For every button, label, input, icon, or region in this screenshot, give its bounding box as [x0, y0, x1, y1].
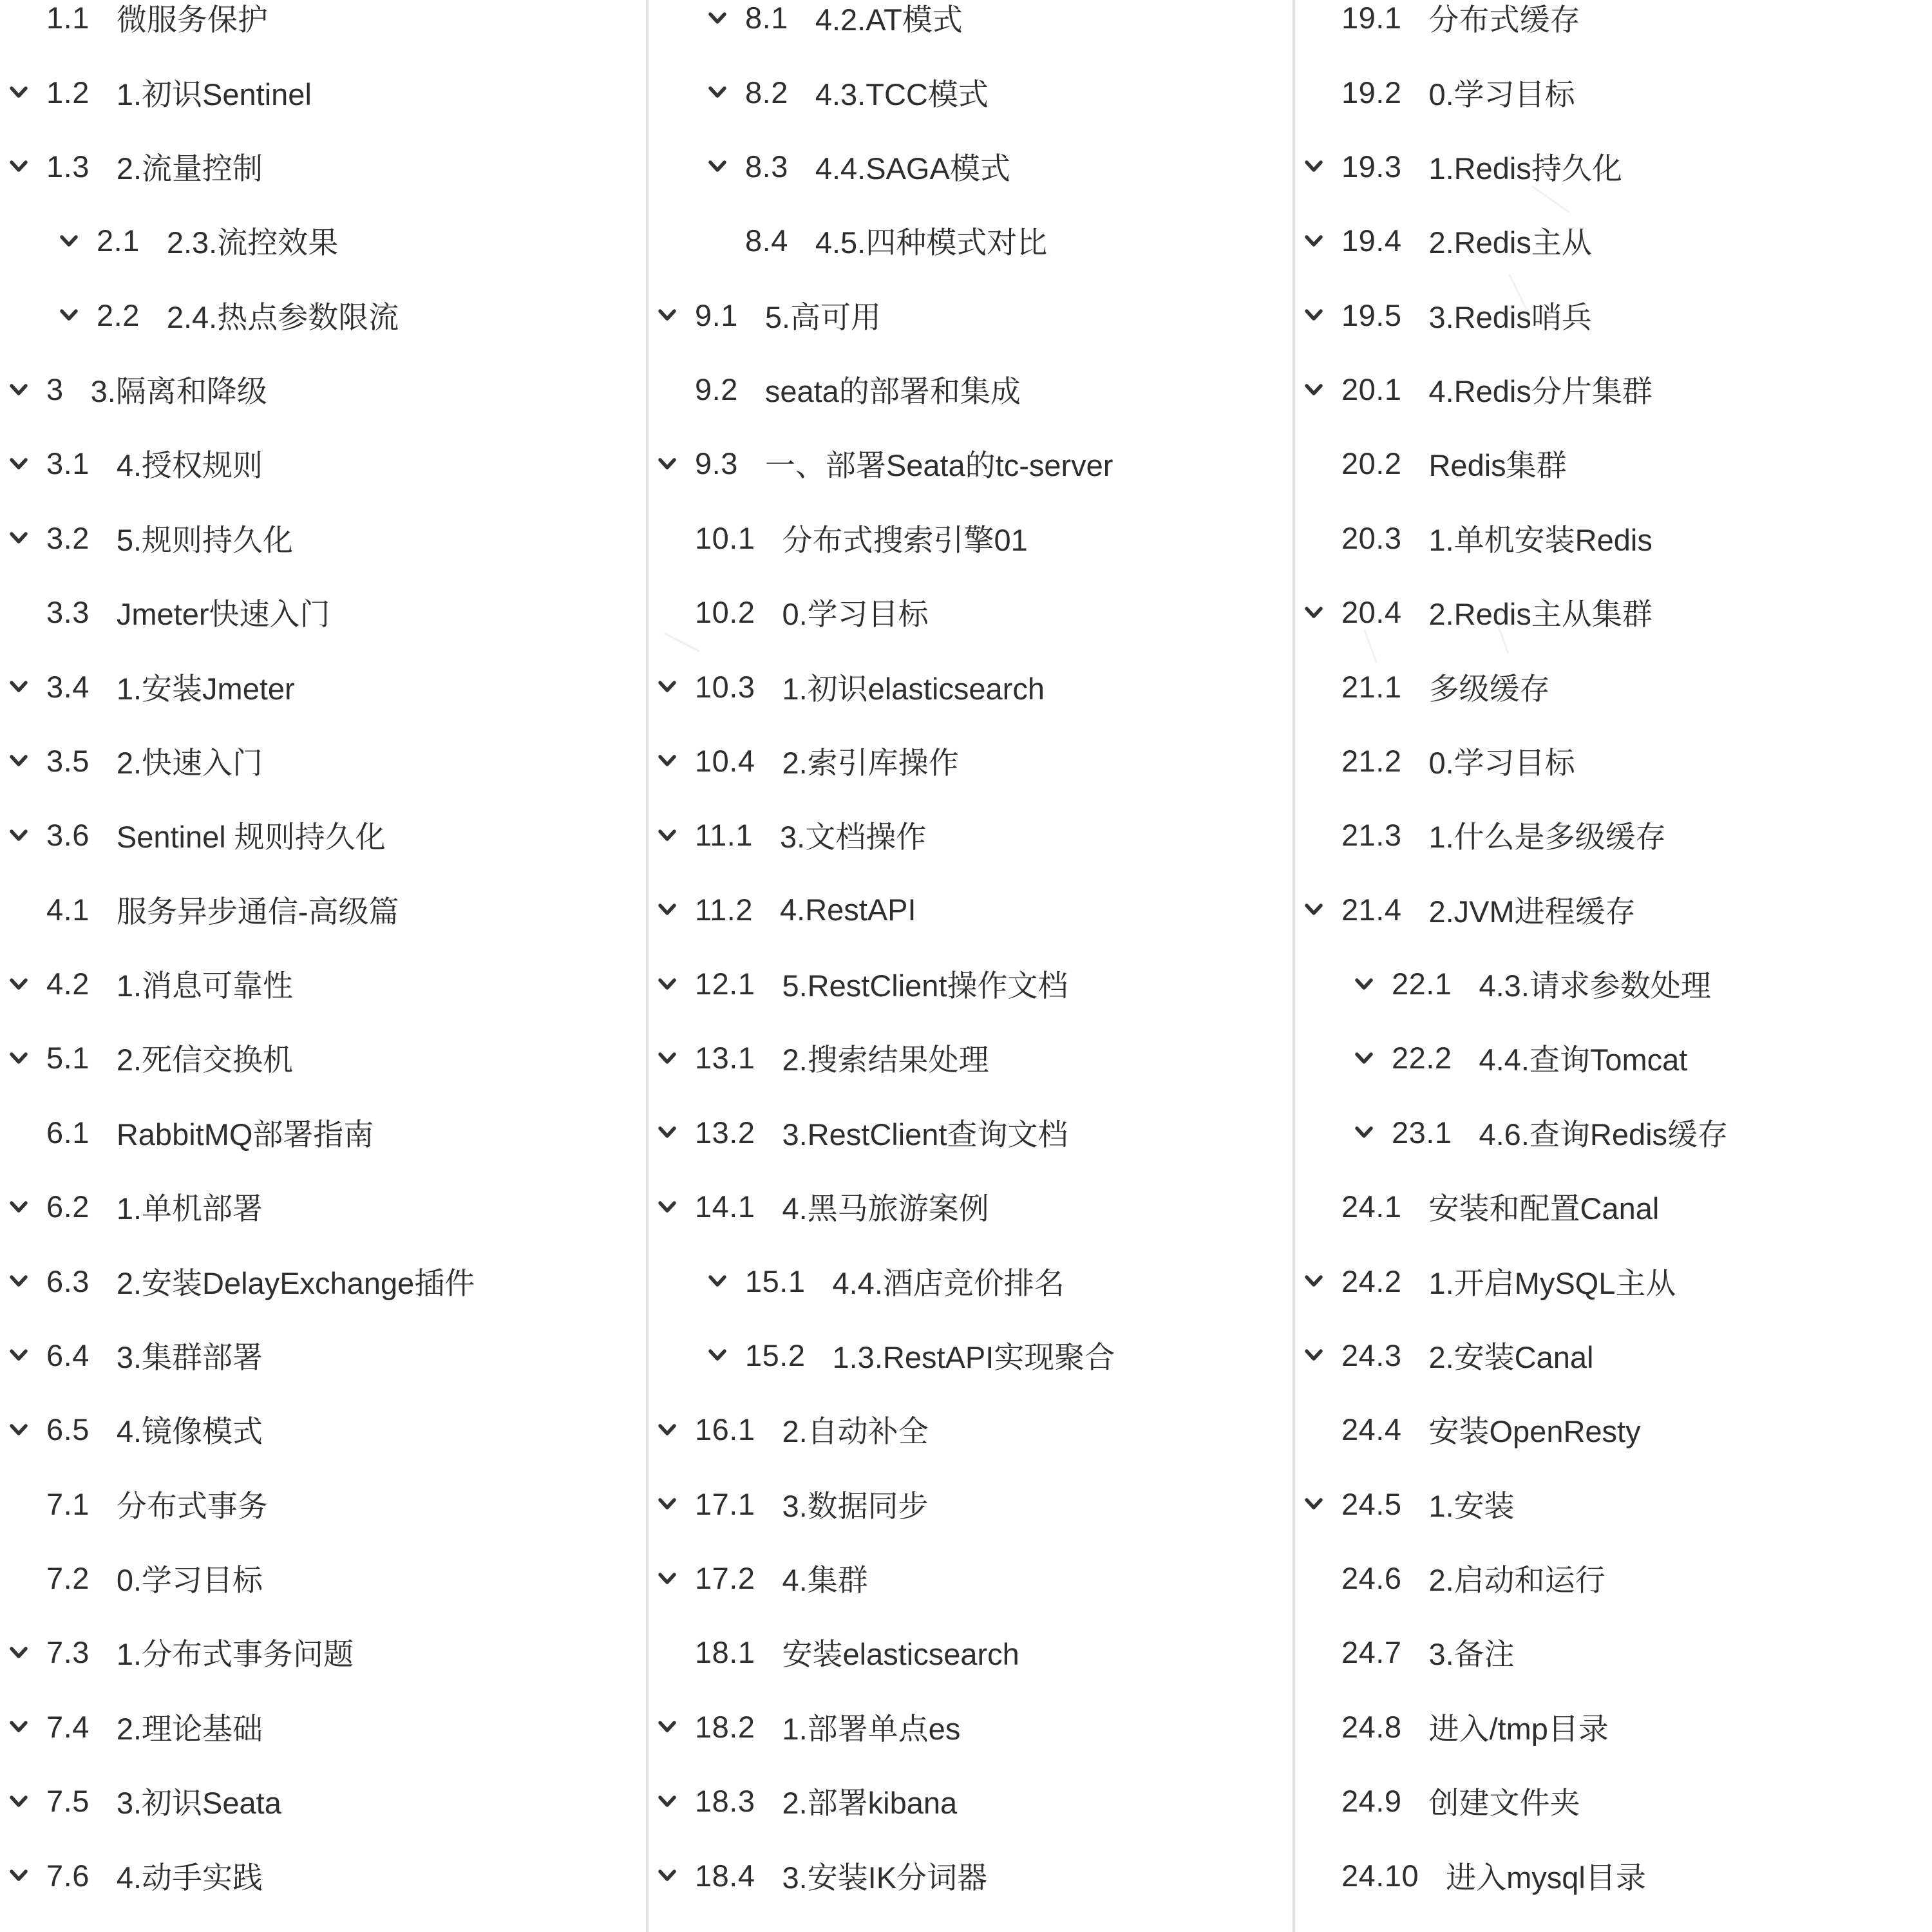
item-number: 3.2	[46, 520, 90, 555]
toc-item[interactable]	[649, 55, 1283, 129]
item-number: 24.4	[1341, 1412, 1402, 1447]
toc-item[interactable]	[649, 204, 1283, 278]
item-title: 4.4.查询Tomcat	[1479, 1043, 1688, 1077]
chevron-down-icon[interactable]	[9, 1423, 28, 1437]
item-number: 7.3	[46, 1635, 90, 1670]
toc-item[interactable]	[0, 129, 634, 204]
item-title: 进入/tmp目录	[1428, 1711, 1609, 1746]
item-number: 19.2	[1341, 75, 1402, 109]
item-number: 18.4	[695, 1858, 755, 1893]
item-number: 21.4	[1341, 892, 1402, 927]
item-number: 24.2	[1341, 1264, 1402, 1298]
item-number: 20.2	[1341, 446, 1402, 481]
toc-item[interactable]	[649, 575, 1283, 649]
item-number: 22.2	[1392, 1041, 1452, 1075]
item-number: 13.1	[695, 1041, 755, 1075]
chevron-down-icon[interactable]	[658, 1497, 677, 1511]
toc-item[interactable]	[1295, 55, 1929, 129]
toc-item[interactable]	[0, 0, 634, 55]
item-number: 9.3	[695, 446, 738, 481]
item-number: 1.1	[46, 1, 90, 35]
toc-item[interactable]	[649, 1021, 1283, 1095]
toc-item[interactable]	[1295, 129, 1929, 204]
toc-item[interactable]	[0, 204, 634, 278]
item-number: 20.3	[1341, 520, 1402, 555]
item-number: 6.2	[46, 1189, 90, 1224]
item-number: 6.3	[46, 1264, 90, 1298]
item-title: 安装OpenResty	[1428, 1414, 1641, 1449]
toc-item[interactable]	[1295, 1095, 1929, 1170]
chevron-down-icon[interactable]	[1304, 308, 1323, 322]
toc-item[interactable]	[0, 1318, 634, 1392]
item-number: 1.3	[46, 149, 90, 184]
item-number: 7.1	[46, 1486, 90, 1521]
item-number: 6.1	[46, 1115, 90, 1150]
toc-item[interactable]	[0, 947, 634, 1021]
toc-item[interactable]	[649, 724, 1283, 798]
chevron-down-icon[interactable]	[59, 308, 79, 322]
item-title: 4.镜像模式	[116, 1414, 263, 1449]
item-title: 1.安装	[1428, 1488, 1515, 1523]
item-title: 2.搜索结果处理	[782, 1043, 989, 1077]
item-number: 24.1	[1341, 1189, 1402, 1224]
item-title: 2.快速入门	[116, 745, 263, 780]
item-number: 3.4	[46, 669, 90, 704]
item-number: 20.1	[1341, 372, 1402, 407]
toc-item[interactable]	[1295, 1021, 1929, 1095]
item-number: 6.5	[46, 1412, 90, 1447]
item-number: 24.8	[1341, 1709, 1402, 1744]
item-title: 5.高可用	[764, 299, 882, 334]
item-number: 19.1	[1341, 1, 1402, 35]
item-title: 创建文件夹	[1428, 1786, 1580, 1821]
item-title: 微服务保护	[116, 3, 268, 37]
item-title: 5.RestClient操作文档	[782, 969, 1068, 1003]
item-title: 4.4.SAGA模式	[815, 151, 1010, 185]
item-title: 0.学习目标	[782, 597, 929, 632]
toc-column-2	[649, 0, 1283, 1913]
toc-item[interactable]	[649, 649, 1283, 723]
chevron-down-icon[interactable]	[59, 234, 79, 248]
chevron-down-icon[interactable]	[1304, 383, 1323, 397]
item-number: 4.1	[46, 892, 90, 927]
item-title: 4.3.请求参数处理	[1479, 969, 1711, 1003]
chevron-down-icon[interactable]	[658, 753, 677, 768]
toc-item[interactable]	[1295, 1690, 1929, 1764]
chevron-down-icon[interactable]	[9, 1645, 28, 1660]
toc-item[interactable]	[649, 1838, 1283, 1912]
item-number: 3.5	[46, 743, 90, 778]
toc-item[interactable]	[0, 1615, 634, 1689]
item-number: 21.3	[1341, 818, 1402, 853]
item-number: 3.6	[46, 818, 90, 853]
item-title: 3.RestClient查询文档	[782, 1117, 1068, 1151]
toc-item[interactable]	[649, 1095, 1283, 1170]
item-title: 4.Redis分片集群	[1428, 374, 1653, 409]
chevron-down-icon[interactable]	[9, 85, 28, 99]
item-title: 安装和配置Canal	[1428, 1191, 1660, 1226]
chevron-down-icon[interactable]	[708, 11, 727, 25]
toc-item[interactable]	[1295, 798, 1929, 872]
toc-item[interactable]	[649, 278, 1283, 352]
item-title: 3.备注	[1428, 1637, 1515, 1672]
item-title: 1.初识elasticsearch	[782, 671, 1045, 706]
item-title: 分布式事务	[116, 1488, 268, 1523]
item-number: 7.4	[46, 1709, 90, 1744]
toc-item[interactable]	[649, 426, 1283, 500]
toc-item[interactable]	[1295, 278, 1929, 352]
item-number: 24.7	[1341, 1635, 1402, 1670]
chevron-down-icon[interactable]	[1354, 977, 1374, 991]
chevron-down-icon[interactable]	[658, 1868, 677, 1882]
chevron-down-icon[interactable]	[9, 977, 28, 991]
toc-item[interactable]	[0, 575, 634, 649]
chevron-down-icon[interactable]	[1304, 234, 1323, 248]
item-number: 15.1	[745, 1264, 806, 1298]
toc-item[interactable]	[1295, 873, 1929, 947]
chevron-down-icon[interactable]	[1304, 159, 1323, 173]
item-number: 19.3	[1341, 149, 1402, 184]
toc-item[interactable]	[0, 798, 634, 872]
item-title: 5.规则持久化	[116, 522, 294, 557]
chevron-down-icon[interactable]	[1304, 902, 1323, 916]
chevron-down-icon[interactable]	[9, 753, 28, 768]
item-title: 0.学习目标	[1428, 77, 1575, 111]
toc-item[interactable]	[649, 1764, 1283, 1838]
toc-item[interactable]	[0, 724, 634, 798]
chevron-down-icon[interactable]	[658, 1794, 677, 1808]
item-title: 3.Redis哨兵	[1428, 299, 1592, 334]
item-number: 9.2	[695, 372, 738, 407]
item-number: 2.1	[97, 223, 140, 258]
item-number: 16.1	[695, 1412, 755, 1447]
chevron-down-icon[interactable]	[9, 1051, 28, 1065]
chevron-down-icon[interactable]	[708, 159, 727, 173]
toc-item[interactable]	[649, 798, 1283, 872]
item-title: 2.JVM进程缓存	[1428, 894, 1636, 929]
item-title: 1.3.RestAPI实现聚合	[832, 1340, 1115, 1374]
toc-item[interactable]	[1295, 426, 1929, 500]
toc-item[interactable]	[649, 947, 1283, 1021]
toc-item[interactable]	[1295, 0, 1929, 55]
toc-item[interactable]	[1295, 947, 1929, 1021]
item-title: RabbitMQ部署指南	[116, 1117, 374, 1151]
item-number: 5.1	[46, 1041, 90, 1075]
toc-item[interactable]	[1295, 204, 1929, 278]
item-number: 17.2	[695, 1561, 755, 1596]
item-title: 2.Redis主从集群	[1428, 597, 1653, 632]
item-title: 1.部署单点es	[782, 1711, 961, 1746]
item-title: 3.集群部署	[116, 1340, 263, 1374]
item-number: 7.5	[46, 1784, 90, 1819]
item-title: Redis集群	[1428, 448, 1567, 483]
toc-item[interactable]	[0, 1170, 634, 1244]
item-number: 8.3	[745, 149, 788, 184]
chevron-down-icon[interactable]	[9, 1868, 28, 1882]
item-title: seata的部署和集成	[764, 374, 1021, 409]
item-number: 10.4	[695, 743, 755, 778]
toc-item[interactable]	[1295, 1764, 1929, 1838]
item-number: 21.1	[1341, 669, 1402, 704]
item-number: 18.2	[695, 1709, 755, 1744]
chevron-down-icon[interactable]	[658, 977, 677, 991]
item-title: 1.什么是多级缓存	[1428, 820, 1666, 855]
chevron-down-icon[interactable]	[658, 679, 677, 694]
toc-item[interactable]	[0, 278, 634, 352]
toc-item[interactable]	[649, 1690, 1283, 1764]
item-number: 15.2	[745, 1338, 806, 1372]
toc-item[interactable]	[0, 352, 634, 426]
item-number: 12.1	[695, 967, 755, 1001]
item-number: 10.3	[695, 669, 755, 704]
item-number: 9.1	[695, 298, 738, 332]
toc-item[interactable]	[0, 1838, 634, 1912]
item-number: 10.2	[695, 595, 755, 630]
chevron-down-icon[interactable]	[1304, 1497, 1323, 1511]
item-number: 14.1	[695, 1189, 755, 1224]
toc-item[interactable]	[0, 1021, 634, 1095]
chevron-down-icon[interactable]	[1354, 1051, 1374, 1065]
toc-item[interactable]	[0, 1541, 634, 1615]
item-title: 2.自动补全	[782, 1414, 929, 1449]
chevron-down-icon[interactable]	[708, 1274, 727, 1288]
chevron-down-icon[interactable]	[658, 1423, 677, 1437]
chevron-down-icon[interactable]	[9, 457, 28, 471]
item-title: 分布式缓存	[1428, 3, 1580, 37]
item-title: 4.3.TCC模式	[815, 77, 989, 111]
toc-item[interactable]	[0, 1095, 634, 1170]
toc-item[interactable]	[1295, 649, 1929, 723]
item-number: 6.4	[46, 1338, 90, 1372]
toc-item[interactable]	[0, 1244, 634, 1318]
chevron-down-icon[interactable]	[9, 1274, 28, 1288]
item-title: 4.4.酒店竞价排名	[832, 1265, 1065, 1300]
item-title: 4.RestAPI	[780, 892, 916, 927]
toc-item[interactable]	[0, 649, 634, 723]
item-number: 8.1	[745, 1, 788, 35]
item-title: 0.学习目标	[1428, 745, 1575, 780]
item-number: 18.3	[695, 1784, 755, 1819]
item-title: 安装elasticsearch	[782, 1637, 1019, 1672]
toc-item[interactable]	[0, 1764, 634, 1838]
toc-item[interactable]	[649, 1318, 1283, 1392]
toc-item[interactable]	[1295, 1838, 1929, 1912]
toc-item[interactable]	[0, 426, 634, 500]
item-title: 2.启动和运行	[1428, 1563, 1605, 1598]
toc-column-1	[0, 0, 634, 1913]
item-number: 20.4	[1341, 595, 1402, 630]
item-number: 11.2	[695, 892, 753, 927]
item-title: 4.集群	[782, 1563, 868, 1598]
item-title: 4.动手实践	[116, 1860, 263, 1895]
item-number: 17.1	[695, 1486, 755, 1521]
item-number: 7.6	[46, 1858, 90, 1893]
item-title: 2.Redis主从	[1428, 225, 1592, 260]
toc-item[interactable]	[0, 55, 634, 129]
toc-item[interactable]	[649, 0, 1283, 55]
item-number: 10.1	[695, 520, 755, 555]
chevron-down-icon[interactable]	[658, 902, 677, 916]
toc-item[interactable]	[649, 1392, 1283, 1466]
item-number: 21.2	[1341, 743, 1402, 778]
chevron-down-icon[interactable]	[9, 1200, 28, 1214]
item-title: Jmeter快速入门	[116, 597, 330, 632]
toc-item[interactable]	[1295, 575, 1929, 649]
item-title: 进入mysql目录	[1446, 1860, 1646, 1895]
toc-item[interactable]	[1295, 1541, 1929, 1615]
chevron-down-icon[interactable]	[1304, 605, 1323, 620]
chevron-down-icon[interactable]	[658, 828, 677, 842]
item-title: 4.黑马旅游案例	[782, 1191, 989, 1226]
item-number: 24.10	[1341, 1858, 1419, 1893]
item-number: 13.2	[695, 1115, 755, 1150]
item-title: 3.数据同步	[782, 1488, 929, 1523]
item-number: 3	[46, 372, 64, 407]
item-number: 3.3	[46, 595, 90, 630]
chevron-down-icon[interactable]	[658, 1125, 677, 1139]
item-number: 19.4	[1341, 223, 1402, 258]
item-number: 24.3	[1341, 1338, 1402, 1372]
item-title: 3.初识Seata	[116, 1786, 281, 1821]
chevron-down-icon[interactable]	[1354, 1125, 1374, 1139]
item-number: 4.2	[46, 967, 90, 1001]
item-title: 1.单机安装Redis	[1428, 522, 1653, 557]
toc-item[interactable]	[649, 129, 1283, 204]
item-number: 11.1	[695, 818, 753, 853]
item-title: 2.部署kibana	[782, 1786, 958, 1821]
toc-item[interactable]	[1295, 724, 1929, 798]
chevron-down-icon[interactable]	[1304, 1274, 1323, 1288]
item-title: 一、部署Seata的tc-server	[764, 448, 1113, 483]
chevron-down-icon[interactable]	[9, 828, 28, 842]
chevron-down-icon[interactable]	[708, 1348, 727, 1362]
item-title: 2.3.流控效果	[166, 225, 339, 260]
chevron-down-icon[interactable]	[9, 1719, 28, 1734]
item-number: 3.1	[46, 446, 90, 481]
item-title: 1.安装Jmeter	[116, 671, 295, 706]
item-title: 2.4.热点参数限流	[166, 299, 399, 334]
chevron-down-icon[interactable]	[9, 383, 28, 397]
toc-item[interactable]	[1295, 1170, 1929, 1244]
chevron-down-icon[interactable]	[658, 1051, 677, 1065]
item-title: 分布式搜索引擎01	[782, 522, 1028, 557]
toc-item[interactable]	[1295, 1392, 1929, 1466]
item-number: 7.2	[46, 1561, 90, 1596]
chevron-down-icon[interactable]	[9, 1794, 28, 1808]
item-title: 2.理论基础	[116, 1711, 263, 1746]
toc-item[interactable]	[649, 1541, 1283, 1615]
chevron-down-icon[interactable]	[658, 457, 677, 471]
toc-item[interactable]	[1295, 1244, 1929, 1318]
item-title: 2.流量控制	[116, 151, 263, 185]
chevron-down-icon[interactable]	[658, 1200, 677, 1214]
chevron-down-icon[interactable]	[658, 308, 677, 322]
toc-item[interactable]	[649, 1244, 1283, 1318]
item-number: 19.5	[1341, 298, 1402, 332]
chevron-down-icon[interactable]	[9, 159, 28, 173]
item-title: 4.授权规则	[116, 448, 263, 483]
toc-item[interactable]	[649, 501, 1283, 575]
item-title: 1.开启MySQL主从	[1428, 1265, 1676, 1300]
item-title: 1.分布式事务问题	[116, 1637, 354, 1672]
toc-item[interactable]	[1295, 352, 1929, 426]
item-title: 1.单机部署	[116, 1191, 263, 1226]
toc-item[interactable]	[649, 873, 1283, 947]
toc-item[interactable]	[649, 1467, 1283, 1541]
item-title: 2.安装Canal	[1428, 1340, 1594, 1374]
item-title: 4.2.AT模式	[815, 3, 963, 37]
toc-item[interactable]	[0, 1392, 634, 1466]
item-number: 8.4	[745, 223, 788, 258]
item-title: 2.索引库操作	[782, 745, 959, 780]
toc-item[interactable]	[1295, 1615, 1929, 1689]
toc-item[interactable]	[1295, 1467, 1929, 1541]
toc-item[interactable]	[649, 352, 1283, 426]
item-title: 2.死信交换机	[116, 1043, 294, 1077]
item-title: 3.隔离和降级	[90, 374, 267, 409]
toc-item[interactable]	[0, 1467, 634, 1541]
chevron-down-icon[interactable]	[658, 1719, 677, 1734]
toc-item[interactable]	[0, 501, 634, 575]
toc-item[interactable]	[649, 1170, 1283, 1244]
item-title: 1.Redis持久化	[1428, 151, 1622, 185]
item-number: 2.2	[97, 298, 140, 332]
toc-column-3	[1295, 0, 1929, 1913]
item-title: 2.安装DelayExchange插件	[116, 1265, 475, 1300]
item-title: 服务异步通信-高级篇	[116, 894, 399, 929]
item-title: 3.安装IK分词器	[782, 1860, 988, 1895]
item-number: 24.9	[1341, 1784, 1402, 1819]
toc-item[interactable]	[1295, 1318, 1929, 1392]
item-number: 8.2	[745, 75, 788, 109]
item-title: 0.学习目标	[116, 1563, 263, 1598]
item-title: 多级缓存	[1428, 671, 1550, 706]
toc-item[interactable]	[0, 873, 634, 947]
item-number: 18.1	[695, 1635, 755, 1670]
item-title: Sentinel 规则持久化	[116, 820, 386, 855]
chevron-down-icon[interactable]	[9, 679, 28, 694]
toc-item[interactable]	[1295, 501, 1929, 575]
item-title: 4.5.四种模式对比	[815, 225, 1048, 260]
item-title: 3.文档操作	[780, 820, 927, 855]
item-number: 24.6	[1341, 1561, 1402, 1596]
item-number: 23.1	[1392, 1115, 1452, 1150]
item-number: 1.2	[46, 75, 90, 109]
toc-item[interactable]	[0, 1690, 634, 1764]
chevron-down-icon[interactable]	[658, 1571, 677, 1586]
chevron-down-icon[interactable]	[9, 531, 28, 545]
item-number: 24.5	[1341, 1486, 1402, 1521]
item-title: 1.初识Sentinel	[116, 77, 312, 111]
toc-item[interactable]	[649, 1615, 1283, 1689]
chevron-down-icon[interactable]	[1304, 1348, 1323, 1362]
chevron-down-icon[interactable]	[9, 1348, 28, 1362]
item-title: 4.6.查询Redis缓存	[1479, 1117, 1728, 1151]
chevron-down-icon[interactable]	[708, 85, 727, 99]
item-title: 1.消息可靠性	[116, 969, 294, 1003]
item-number: 22.1	[1392, 967, 1452, 1001]
